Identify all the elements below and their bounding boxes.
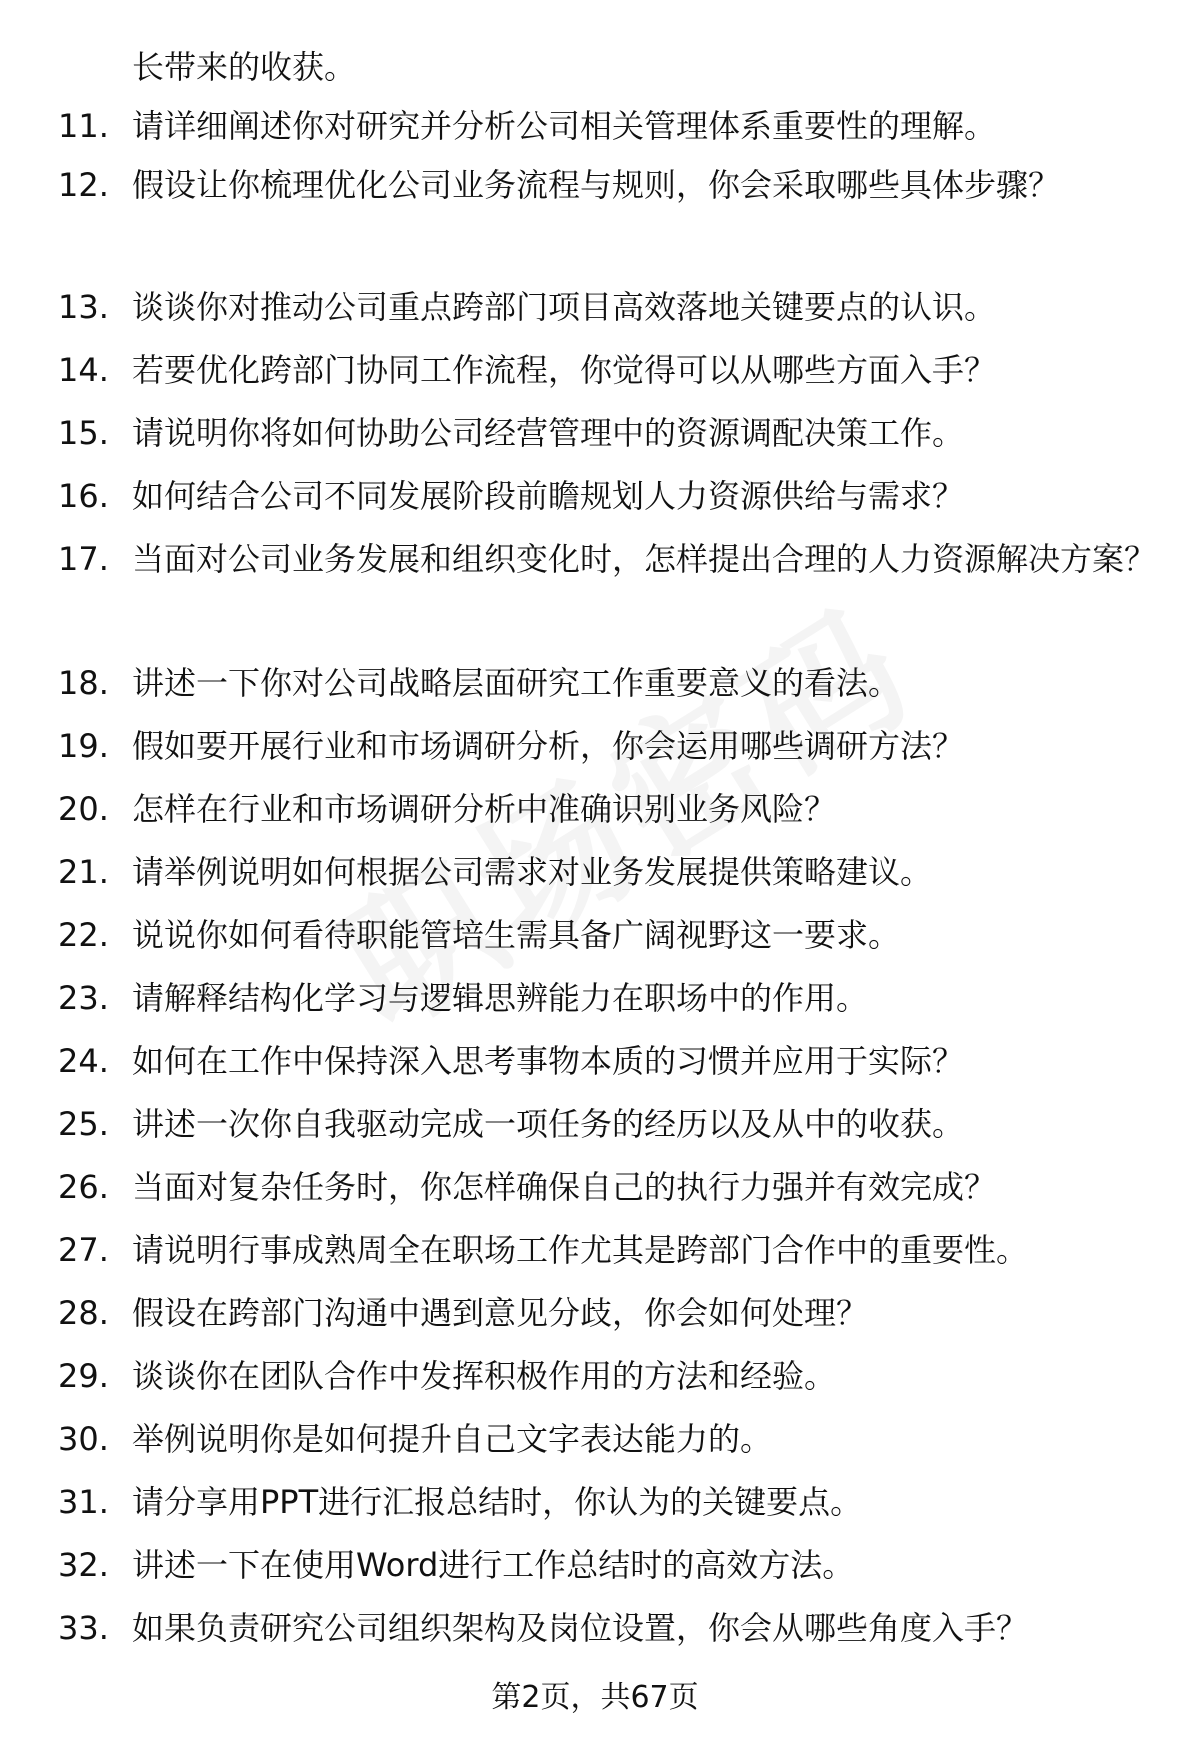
question-number: 19. — [58, 727, 109, 765]
question-text: 讲述一次你自我驱动完成一项任务的经历以及从中的收获。 — [132, 1105, 965, 1143]
list-item — [58, 917, 1158, 953]
list-item — [58, 1043, 1158, 1079]
list-item — [58, 980, 1158, 1016]
list-item — [58, 415, 1158, 451]
list-item — [58, 108, 1158, 144]
question-text: 请说明你将如何协助公司经营管理中的资源调配决策工作。 — [132, 414, 965, 452]
question-text: 如果负责研究公司组织架构及岗位设置，你会从哪些角度入手？ — [132, 1609, 1029, 1647]
question-text: 若要优化跨部门协同工作流程，你觉得可以从哪些方面入手？ — [132, 351, 997, 389]
list-item — [58, 541, 1158, 577]
question-text: 假设在跨部门沟通中遇到意见分歧，你会如何处理？ — [132, 1294, 869, 1332]
question-text: 说说你如何看待职能管培生需具备广阔视野这一要求。 — [132, 916, 901, 954]
question-number: 18. — [58, 664, 109, 702]
question-number: 24. — [58, 1042, 109, 1080]
question-number: 14. — [58, 351, 109, 389]
question-text: 请说明行事成熟周全在职场工作尤其是跨部门合作中的重要性。 — [132, 1231, 1029, 1269]
list-item — [58, 167, 1158, 203]
question-text: 请分享用PPT进行汇报总结时，你认为的关键要点。 — [132, 1483, 863, 1521]
list-item — [58, 665, 1158, 701]
list-item — [58, 352, 1158, 388]
question-number: 23. — [58, 979, 109, 1017]
question-number: 32. — [58, 1546, 109, 1584]
question-number: 30. — [58, 1420, 109, 1458]
question-text: 请详细阐述你对研究并分析公司相关管理体系重要性的理解。 — [132, 107, 997, 145]
list-item — [58, 1610, 1158, 1646]
question-text: 怎样在行业和市场调研分析中准确识别业务风险？ — [132, 790, 837, 828]
question-text: 如何结合公司不同发展阶段前瞻规划人力资源供给与需求？ — [132, 477, 965, 515]
question-number: 17. — [58, 540, 109, 578]
question-text: 请举例说明如何根据公司需求对业务发展提供策略建议。 — [132, 853, 933, 891]
list-item — [58, 1484, 1158, 1520]
question-number: 20. — [58, 790, 109, 828]
question-number: 21. — [58, 853, 109, 891]
list-item — [58, 1547, 1158, 1583]
list-item — [58, 791, 1158, 827]
question-text: 请解释结构化学习与逻辑思辨能力在职场中的作用。 — [132, 979, 869, 1017]
question-number: 29. — [58, 1357, 109, 1395]
question-text: 假设让你梳理优化公司业务流程与规则，你会采取哪些具体步骤？ — [132, 166, 1061, 204]
question-text: 谈谈你对推动公司重点跨部门项目高效落地关键要点的认识。 — [132, 288, 997, 326]
question-number: 26. — [58, 1168, 109, 1206]
list-item — [58, 1295, 1158, 1331]
question-text: 假如要开展行业和市场调研分析，你会运用哪些调研方法？ — [132, 727, 965, 765]
list-item — [58, 478, 1158, 514]
list-item — [58, 1232, 1158, 1268]
question-number: 22. — [58, 916, 109, 954]
list-item — [58, 1106, 1158, 1142]
question-text: 当面对复杂任务时，你怎样确保自己的执行力强并有效完成？ — [132, 1168, 997, 1206]
list-item — [58, 289, 1158, 325]
question-number: 27. — [58, 1231, 109, 1269]
question-number: 11. — [58, 107, 109, 145]
question-number: 31. — [58, 1483, 109, 1521]
list-item — [58, 1358, 1158, 1394]
question-text: 谈谈你在团队合作中发挥积极作用的方法和经验。 — [132, 1357, 837, 1395]
continued-answer-line: 长带来的收获。 — [132, 48, 357, 86]
question-number: 16. — [58, 477, 109, 515]
question-text: 举例说明你是如何提升自己文字表达能力的。 — [132, 1420, 773, 1458]
question-number: 28. — [58, 1294, 109, 1332]
question-text: 当面对公司业务发展和组织变化时，怎样提出合理的人力资源解决方案？ — [132, 540, 1157, 578]
question-number: 13. — [58, 288, 109, 326]
question-number: 25. — [58, 1105, 109, 1143]
question-number: 33. — [58, 1609, 109, 1647]
question-text: 讲述一下在使用Word进行工作总结时的高效方法。 — [132, 1546, 855, 1584]
question-text: 如何在工作中保持深入思考事物本质的习惯并应用于实际？ — [132, 1042, 965, 1080]
question-text: 讲述一下你对公司战略层面研究工作重要意义的看法。 — [132, 664, 901, 702]
page-number-footer: 第2页，共67页 — [491, 1680, 699, 1715]
list-item — [58, 1169, 1158, 1205]
question-number: 15. — [58, 414, 109, 452]
list-item — [58, 728, 1158, 764]
list-item — [58, 1421, 1158, 1457]
question-number: 12. — [58, 166, 109, 204]
list-item — [58, 854, 1158, 890]
